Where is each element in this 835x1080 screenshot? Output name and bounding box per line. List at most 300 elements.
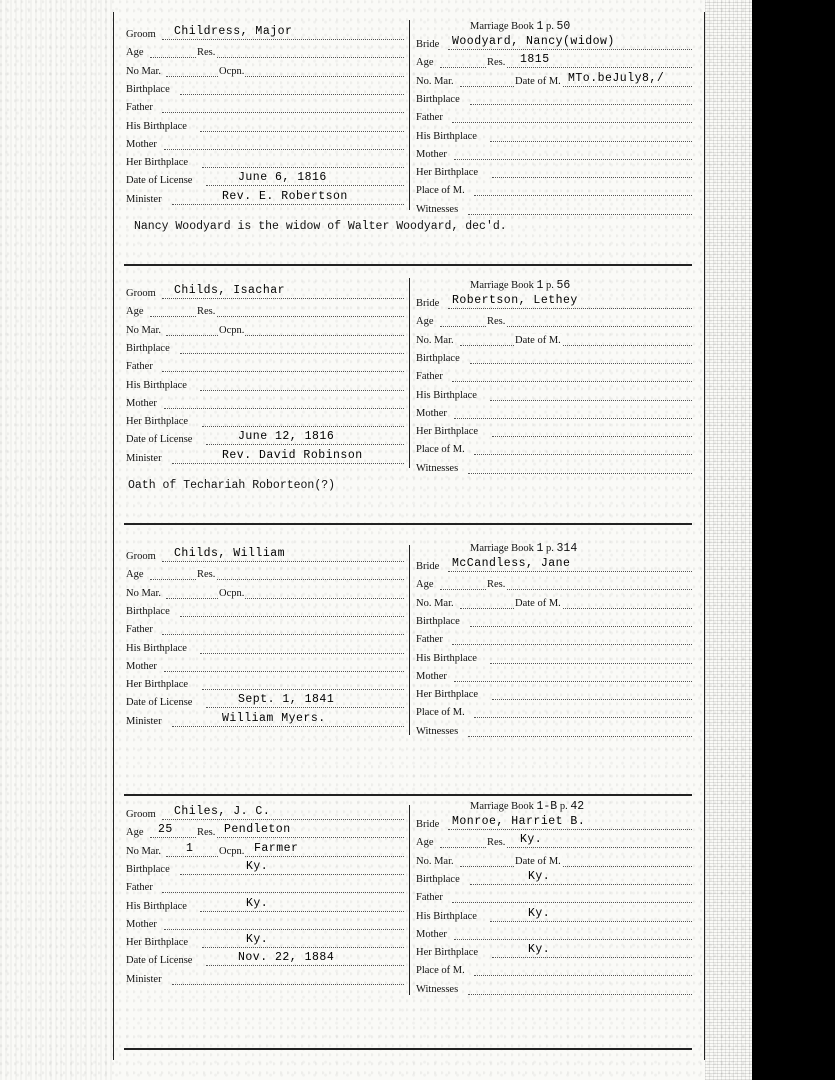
- bride-age-field-sublabel: Res.: [487, 316, 506, 328]
- groom-birthplace-field-label: Birthplace: [126, 605, 170, 617]
- groom-name-field-rule: [162, 39, 404, 40]
- groom-mother-field-rule: [164, 149, 404, 150]
- groom-her-birthplace-field-rule: [202, 167, 404, 168]
- minister-field-rule: [172, 204, 404, 205]
- groom-age-field-label: Age: [126, 827, 144, 839]
- bride-father-field-rule: [452, 122, 692, 123]
- groom-father-field-rule: [162, 371, 404, 372]
- place-of-marriage-field-label: Place of M.: [416, 965, 465, 977]
- bride-no-mar-field-label: No. Mar.: [416, 597, 454, 609]
- date-of-license-field-rule: [206, 185, 404, 186]
- bride-birthplace-field-label: Birthplace: [416, 93, 460, 105]
- bride-name-field: [416, 294, 692, 311]
- minister-field-value: Rev. E. Robertson: [222, 189, 348, 203]
- witnesses-field-label: Witnesses: [416, 983, 459, 995]
- groom-age-field-rule: [150, 837, 404, 838]
- bride-no-mar-field: [416, 855, 692, 869]
- bride-father-field: [416, 633, 692, 647]
- groom-no-mar-field-sublabel: Ocpn.: [219, 845, 245, 857]
- bride-age-field-rule: [440, 326, 692, 327]
- bride-no-mar-field-label: No. Mar.: [416, 334, 454, 346]
- page-number: 42: [570, 800, 585, 813]
- groom-birthplace-field-value: Ky.: [246, 859, 269, 873]
- bride-her-birthplace-field: [416, 166, 692, 180]
- groom-birthplace-field: [126, 83, 404, 97]
- groom-age-field-value: 25: [158, 823, 173, 837]
- bride-birthplace-field-rule: [470, 884, 692, 885]
- groom-father-field: [126, 881, 404, 895]
- marriage-book-ref: [470, 800, 584, 813]
- minister-field: [126, 189, 404, 207]
- bride-no-mar-field-label: No. Mar.: [416, 75, 454, 87]
- groom-her-birthplace-field-label: Her Birthplace: [126, 937, 189, 949]
- bride-mother-field-rule: [454, 418, 692, 419]
- date-of-license-field-label: Date of License: [126, 175, 193, 187]
- bride-his-birthplace-field-label: His Birthplace: [416, 652, 477, 664]
- groom-her-birthplace-field: [126, 678, 404, 692]
- bride-mother-field: [416, 670, 692, 684]
- groom-her-birthplace-field-rule: [202, 947, 404, 948]
- bride-father-field-label: Father: [416, 112, 443, 124]
- page-label: p.: [543, 543, 557, 554]
- groom-name-field: [126, 25, 404, 42]
- groom-name-field: [126, 284, 404, 301]
- minister-field-rule: [172, 726, 404, 727]
- bride-no-mar-field-sublabel: Date of M.: [515, 597, 561, 609]
- groom-his-birthplace-field: [126, 379, 404, 393]
- minister-field: [126, 448, 404, 466]
- bride-birthplace-field-label: Birthplace: [416, 352, 460, 364]
- groom-father-field-label: Father: [126, 102, 153, 114]
- date-of-license-field-value: Nov. 22, 1884: [238, 951, 335, 965]
- groom-her-birthplace-field: [126, 933, 404, 950]
- date-of-license-field-value: Sept. 1, 1841: [238, 693, 335, 707]
- groom-mother-field: [126, 918, 404, 932]
- bride-birthplace-field: [416, 93, 692, 107]
- witnesses-field-label: Witnesses: [416, 462, 459, 474]
- groom-age-field-label: Age: [126, 47, 144, 59]
- groom-no-mar-field-label: No Mar.: [126, 845, 161, 857]
- bride-mother-field: [416, 148, 692, 162]
- bride-his-birthplace-field-rule: [490, 921, 692, 922]
- witnesses-field: [416, 462, 692, 476]
- bride-no-mar-field-rule: [460, 866, 692, 867]
- witnesses-field: [416, 203, 692, 217]
- bride-his-birthplace-field: [416, 906, 692, 924]
- minister-field-label: Minister: [126, 973, 162, 985]
- date-of-license-field: [126, 430, 404, 447]
- groom-name-field-label: Groom: [126, 551, 156, 562]
- page-label: p.: [543, 280, 557, 291]
- date-of-license-field-label: Date of License: [126, 955, 193, 967]
- witnesses-field-rule: [468, 994, 692, 995]
- date-of-license-field: [126, 693, 404, 710]
- bride-age-field-label: Age: [416, 57, 434, 69]
- bride-mother-field: [416, 928, 692, 942]
- minister-field-rule: [172, 984, 404, 985]
- groom-no-mar-field-label: No Mar.: [126, 324, 161, 336]
- page-number: 56: [556, 279, 571, 292]
- bride-name-field-label: Bride: [416, 819, 440, 830]
- groom-name-field-value: Chiles, J. C.: [174, 805, 271, 818]
- marriage-book-ref: [470, 542, 577, 555]
- groom-her-birthplace-field: [126, 156, 404, 170]
- groom-no-mar-field-rule: [166, 76, 404, 77]
- bride-no-mar-field: [416, 334, 692, 348]
- bride-age-field-label: Age: [416, 837, 434, 849]
- bride-father-field: [416, 370, 692, 384]
- bride-age-field: [416, 53, 692, 70]
- bride-mother-field-rule: [454, 159, 692, 160]
- date-of-license-field-label: Date of License: [126, 434, 193, 446]
- bride-her-birthplace-field-rule: [492, 699, 692, 700]
- groom-father-field: [126, 360, 404, 374]
- bride-birthplace-field-rule: [470, 363, 692, 364]
- bride-age-field-rule: [440, 67, 692, 68]
- bride-age-field-label: Age: [416, 316, 434, 328]
- groom-name-field-value: Childs, William: [174, 547, 286, 560]
- bride-name-field: [416, 557, 692, 574]
- place-of-marriage-field: [416, 964, 692, 978]
- scan-margin-right: [705, 0, 752, 1080]
- groom-birthplace-field-label: Birthplace: [126, 863, 170, 875]
- place-of-marriage-field: [416, 443, 692, 457]
- groom-name-field-rule: [162, 298, 404, 299]
- groom-birthplace-field-rule: [180, 94, 404, 95]
- groom-mother-field-label: Mother: [126, 918, 157, 930]
- bride-age-field-subvalue: 1815: [520, 53, 550, 67]
- date-of-license-field-label: Date of License: [126, 697, 193, 709]
- groom-no-mar-field-sublabel: Ocpn.: [219, 587, 245, 599]
- record-note: Nancy Woodyard is the widow of Walter Woodyard, dec'd.: [134, 220, 507, 233]
- groom-no-mar-field: [126, 65, 404, 79]
- groom-name-field-label: Groom: [126, 29, 156, 40]
- groom-no-mar-field-sublabel: Ocpn.: [219, 324, 245, 336]
- bride-her-birthplace-field-label: Her Birthplace: [416, 426, 479, 438]
- groom-age-field: [126, 568, 404, 582]
- groom-age-field: [126, 305, 404, 319]
- groom-his-birthplace-field-label: His Birthplace: [126, 900, 187, 912]
- groom-birthplace-field: [126, 605, 404, 619]
- groom-age-field-label: Age: [126, 569, 144, 581]
- groom-mother-field: [126, 660, 404, 674]
- place-of-marriage-field-rule: [474, 195, 692, 196]
- bride-birthplace-field-rule: [470, 626, 692, 627]
- bride-no-mar-field-sublabel: Date of M.: [515, 75, 561, 87]
- bride-her-birthplace-field-label: Her Birthplace: [416, 947, 479, 959]
- bride-name-field-value: Robertson, Lethey: [452, 294, 578, 307]
- groom-no-mar-field-subvalue: Farmer: [254, 841, 299, 855]
- groom-name-field-label: Groom: [126, 809, 156, 820]
- bride-age-field-sublabel: Res.: [487, 579, 506, 591]
- bride-age-field-subvalue: Ky.: [520, 833, 543, 847]
- marriage-book-number: 1-B: [536, 800, 558, 813]
- groom-no-mar-field-rule: [166, 856, 404, 857]
- groom-her-birthplace-field-rule: [202, 426, 404, 427]
- place-of-marriage-field-label: Place of M.: [416, 185, 465, 197]
- groom-her-birthplace-field-label: Her Birthplace: [126, 679, 189, 691]
- bride-mother-field-label: Mother: [416, 928, 447, 940]
- groom-mother-field-label: Mother: [126, 397, 157, 409]
- minister-field-label: Minister: [126, 193, 162, 205]
- groom-no-mar-field-label: No Mar.: [126, 65, 161, 77]
- place-of-marriage-field-rule: [474, 717, 692, 718]
- groom-father-field: [126, 623, 404, 637]
- marriage-book-number: 1: [536, 20, 544, 33]
- minister-field-label: Minister: [126, 452, 162, 464]
- column-divider: [409, 545, 410, 735]
- groom-his-birthplace-field-rule: [200, 911, 404, 912]
- minister-field-rule: [172, 463, 404, 464]
- groom-her-birthplace-field: [126, 415, 404, 429]
- groom-age-field-sublabel: Res.: [197, 47, 216, 59]
- bride-her-birthplace-field: [416, 425, 692, 439]
- groom-mother-field-rule: [164, 671, 404, 672]
- bride-age-field: [416, 578, 692, 592]
- bride-no-mar-field: [416, 71, 692, 89]
- groom-no-mar-field-value: 1: [186, 841, 194, 855]
- date-of-license-field-value: June 6, 1816: [238, 171, 327, 185]
- groom-birthplace-field-label: Birthplace: [126, 342, 170, 354]
- groom-no-mar-field: [126, 587, 404, 601]
- bride-father-field-label: Father: [416, 371, 443, 383]
- bride-name-field-rule: [448, 571, 692, 572]
- place-of-marriage-field-rule: [474, 975, 692, 976]
- groom-his-birthplace-field-label: His Birthplace: [126, 379, 187, 391]
- groom-birthplace-field: [126, 342, 404, 356]
- bride-no-mar-field-rule: [460, 608, 692, 609]
- record-note: Oath of Techariah Roborteon(?): [128, 479, 336, 492]
- bride-name-field-label: Bride: [416, 39, 440, 50]
- groom-his-birthplace-field: [126, 642, 404, 656]
- marriage-book-ref: [470, 20, 570, 33]
- groom-name-field-value: Childs, Isachar: [174, 284, 286, 297]
- place-of-marriage-field: [416, 706, 692, 720]
- groom-father-field-label: Father: [126, 882, 153, 894]
- bride-his-birthplace-field-rule: [490, 663, 692, 664]
- bride-name-field-value: Woodyard, Nancy(widow): [452, 35, 615, 48]
- groom-birthplace-field-label: Birthplace: [126, 83, 170, 95]
- bride-his-birthplace-field-label: His Birthplace: [416, 910, 477, 922]
- groom-name-field-rule: [162, 561, 404, 562]
- bride-age-field-sublabel: Res.: [487, 57, 506, 69]
- bride-her-birthplace-field-rule: [492, 436, 692, 437]
- date-of-license-field: [126, 171, 404, 188]
- bride-father-field-rule: [452, 381, 692, 382]
- bride-mother-field-rule: [454, 681, 692, 682]
- bride-mother-field-label: Mother: [416, 670, 447, 682]
- bride-birthplace-field: [416, 352, 692, 366]
- groom-his-birthplace-field-rule: [200, 131, 404, 132]
- groom-father-field-rule: [162, 892, 404, 893]
- groom-no-mar-field: [126, 841, 404, 859]
- groom-father-field-label: Father: [126, 624, 153, 636]
- groom-his-birthplace-field-label: His Birthplace: [126, 120, 187, 132]
- scan-margin-left: [0, 0, 112, 1080]
- witnesses-field-rule: [468, 214, 692, 215]
- bride-name-field-value: Monroe, Harriet B.: [452, 815, 586, 828]
- bride-age-field: [416, 315, 692, 329]
- groom-name-field: [126, 547, 404, 564]
- groom-age-field-subvalue: Pendleton: [224, 823, 291, 837]
- bride-birthplace-field: [416, 869, 692, 887]
- groom-no-mar-field-sublabel: Ocpn.: [219, 65, 245, 77]
- record-divider: [124, 1048, 692, 1050]
- groom-her-birthplace-field-label: Her Birthplace: [126, 416, 189, 428]
- bride-his-birthplace-field-rule: [490, 141, 692, 142]
- bride-her-birthplace-field-rule: [492, 177, 692, 178]
- groom-mother-field-rule: [164, 929, 404, 930]
- date-of-license-field-rule: [206, 444, 404, 445]
- bride-name-field-value: McCandless, Jane: [452, 557, 571, 570]
- groom-name-field-label: Groom: [126, 288, 156, 299]
- groom-his-birthplace-field: [126, 120, 404, 134]
- date-of-license-field-value: June 12, 1816: [238, 430, 335, 444]
- minister-field-label: Minister: [126, 715, 162, 727]
- bride-her-birthplace-field-rule: [492, 957, 692, 958]
- bride-no-mar-field-sublabel: Date of M.: [515, 855, 561, 867]
- minister-field-value: Rev. David Robinson: [222, 448, 363, 462]
- groom-mother-field-label: Mother: [126, 138, 157, 150]
- marriage-book-label: Marriage Book: [470, 280, 537, 291]
- bride-his-birthplace-field-value: Ky.: [528, 906, 551, 920]
- bride-father-field-rule: [452, 902, 692, 903]
- witnesses-field-rule: [468, 473, 692, 474]
- groom-no-mar-field-rule: [166, 598, 404, 599]
- groom-age-field-label: Age: [126, 306, 144, 318]
- bride-birthplace-field-value: Ky.: [528, 869, 551, 883]
- bride-her-birthplace-field-label: Her Birthplace: [416, 689, 479, 701]
- bride-name-field-label: Bride: [416, 561, 440, 572]
- bride-name-field-rule: [448, 308, 692, 309]
- groom-father-field-rule: [162, 634, 404, 635]
- groom-his-birthplace-field-label: His Birthplace: [126, 642, 187, 654]
- bride-name-field-label: Bride: [416, 298, 440, 309]
- bride-his-birthplace-field-rule: [490, 400, 692, 401]
- marriage-book-label: Marriage Book: [470, 543, 537, 554]
- groom-his-birthplace-field-value: Ky.: [246, 896, 269, 910]
- bride-her-birthplace-field-label: Her Birthplace: [416, 167, 479, 179]
- bride-her-birthplace-field: [416, 943, 692, 960]
- bride-birthplace-field-label: Birthplace: [416, 615, 460, 627]
- bride-his-birthplace-field: [416, 389, 692, 403]
- groom-age-field-sublabel: Res.: [197, 569, 216, 581]
- bride-his-birthplace-field: [416, 652, 692, 666]
- witnesses-field-rule: [468, 736, 692, 737]
- groom-age-field-sublabel: Res.: [197, 306, 216, 318]
- bride-mother-field: [416, 407, 692, 421]
- groom-name-field-rule: [162, 819, 404, 820]
- witnesses-field-label: Witnesses: [416, 725, 459, 737]
- groom-age-field-rule: [150, 316, 404, 317]
- groom-his-birthplace-field-rule: [200, 653, 404, 654]
- groom-birthplace-field: [126, 859, 404, 877]
- groom-age-field-rule: [150, 579, 404, 580]
- groom-birthplace-field-rule: [180, 874, 404, 875]
- bride-father-field-label: Father: [416, 634, 443, 646]
- bride-age-field: [416, 833, 692, 850]
- groom-his-birthplace-field-rule: [200, 390, 404, 391]
- bride-mother-field-label: Mother: [416, 148, 447, 160]
- bride-her-birthplace-field: [416, 688, 692, 702]
- groom-birthplace-field-rule: [180, 616, 404, 617]
- place-of-marriage-field-label: Place of M.: [416, 707, 465, 719]
- record-divider: [124, 523, 692, 525]
- bride-mother-field-label: Mother: [416, 407, 447, 419]
- place-of-marriage-field-rule: [474, 454, 692, 455]
- record-divider: [124, 794, 692, 796]
- witnesses-field: [416, 725, 692, 739]
- bride-his-birthplace-field: [416, 130, 692, 144]
- bride-his-birthplace-field-label: His Birthplace: [416, 389, 477, 401]
- page-label: p.: [543, 21, 557, 32]
- groom-no-mar-field: [126, 324, 404, 338]
- marriage-book-label: Marriage Book: [470, 801, 537, 812]
- marriage-book-ref: [470, 279, 570, 292]
- page-number: 314: [556, 542, 578, 555]
- bride-no-mar-field: [416, 597, 692, 611]
- groom-father-field-rule: [162, 112, 404, 113]
- page-label: p.: [557, 801, 571, 812]
- groom-father-field-label: Father: [126, 361, 153, 373]
- bride-name-field: [416, 35, 692, 52]
- bride-her-birthplace-field-value: Ky.: [528, 943, 551, 957]
- bride-no-mar-field-rule: [460, 345, 692, 346]
- bride-no-mar-field-label: No. Mar.: [416, 855, 454, 867]
- bride-his-birthplace-field-label: His Birthplace: [416, 130, 477, 142]
- groom-birthplace-field-rule: [180, 353, 404, 354]
- groom-mother-field: [126, 397, 404, 411]
- bride-name-field-rule: [448, 49, 692, 50]
- frame-left-line: [113, 12, 114, 1060]
- groom-mother-field-rule: [164, 408, 404, 409]
- groom-no-mar-field-rule: [166, 335, 404, 336]
- bride-father-field: [416, 891, 692, 905]
- bride-father-field-rule: [452, 644, 692, 645]
- bride-father-field: [416, 111, 692, 125]
- groom-mother-field-label: Mother: [126, 660, 157, 672]
- date-of-license-field-rule: [206, 965, 404, 966]
- groom-her-birthplace-field-label: Her Birthplace: [126, 157, 189, 169]
- groom-his-birthplace-field: [126, 896, 404, 914]
- bride-birthplace-field: [416, 615, 692, 629]
- column-divider: [409, 20, 410, 210]
- bride-no-mar-field-sublabel: Date of M.: [515, 334, 561, 346]
- bride-mother-field-rule: [454, 939, 692, 940]
- groom-mother-field: [126, 138, 404, 152]
- witnesses-field-label: Witnesses: [416, 203, 459, 215]
- bride-birthplace-field-rule: [470, 104, 692, 105]
- groom-her-birthplace-field-value: Ky.: [246, 933, 269, 947]
- groom-name-field-value: Childress, Major: [174, 25, 293, 38]
- groom-age-field: [126, 46, 404, 60]
- bride-no-mar-field-subvalue: MTo.beJuly8,/: [568, 71, 665, 85]
- groom-name-field: [126, 805, 404, 822]
- page-number: 50: [556, 20, 571, 33]
- record-divider: [124, 264, 692, 266]
- witnesses-field: [416, 983, 692, 997]
- groom-age-field-rule: [150, 57, 404, 58]
- bride-birthplace-field-label: Birthplace: [416, 873, 460, 885]
- bride-age-field-rule: [440, 847, 692, 848]
- groom-no-mar-field-label: No Mar.: [126, 587, 161, 599]
- bride-age-field-rule: [440, 589, 692, 590]
- groom-her-birthplace-field-rule: [202, 689, 404, 690]
- groom-age-field-sublabel: Res.: [197, 827, 216, 839]
- place-of-marriage-field-label: Place of M.: [416, 444, 465, 456]
- minister-field: [126, 973, 404, 987]
- bride-name-field: [416, 815, 692, 832]
